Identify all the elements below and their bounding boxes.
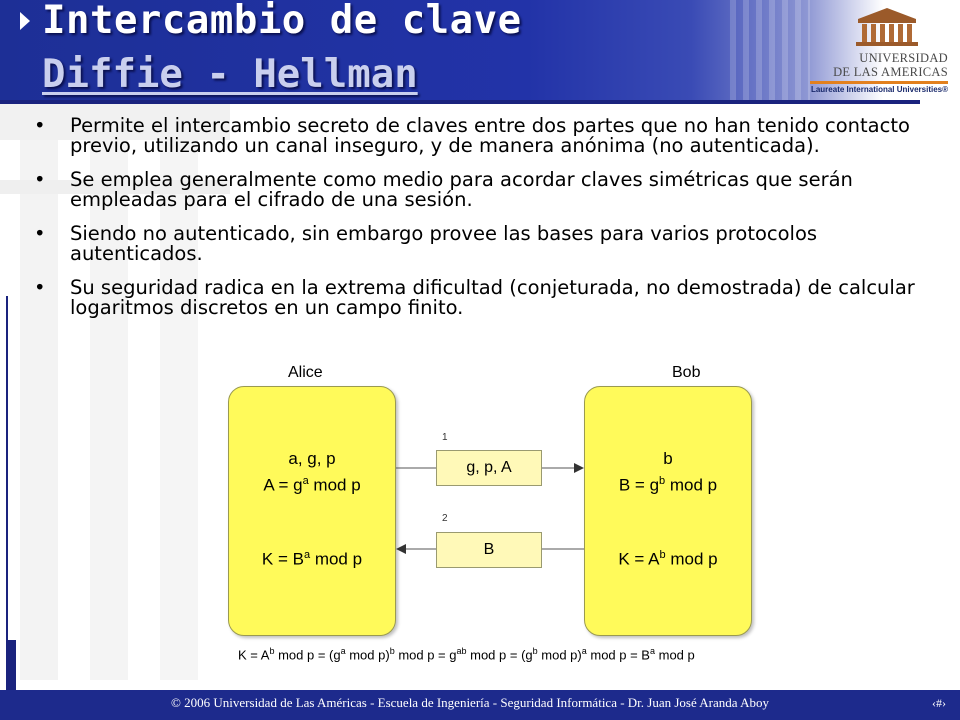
message-box-1: g, p, A (436, 450, 542, 486)
shared-key-formula: $K = A^b$ mod $p = (g^a$ mod p)$^b$ mod $p = g^{ab}$ mod $p = (g^b$ mod p)$^a$ mod $p = B^a$ mod p (238, 646, 695, 663)
bullet-list (30, 116, 930, 332)
bob-label: Bob (672, 364, 701, 381)
bullet-text: Siendo no autenticado, sin embargo provee las bases para varios protocolos autenticados. (70, 222, 818, 265)
diffie-hellman-diagram (210, 362, 770, 680)
bullet-text: Permite el intercambio secreto de claves entre dos partes que no han tenido contacto previo, utilizando un canal inseguro, y de manera anónima (no autenticada). (70, 114, 910, 157)
logo-name-line2: DE LAS AMERICAS (833, 65, 948, 79)
university-logo (810, 6, 950, 98)
logo-tagline: Laureate International Universities® (810, 85, 948, 94)
bob-params: b (663, 449, 673, 468)
bullet-icon: • (34, 114, 46, 137)
bullet-icon: • (34, 222, 46, 245)
left-accent-line (6, 296, 8, 646)
message-box-2: B (436, 532, 542, 568)
alice-params: a, g, p (288, 449, 336, 468)
bullet-item (30, 224, 930, 264)
building-columns-icon (852, 6, 922, 48)
header-underline (0, 100, 920, 104)
footer-text: © 2006 Universidad de Las Américas - Escuela de Ingeniería - Seguridad Informática - Dr. Juan José Aranda Aboy (171, 695, 769, 710)
logo-bar (810, 81, 948, 84)
alice-label: Alice (288, 364, 323, 381)
slide-subtitle-link[interactable]: Diffie - Hellman (42, 52, 418, 97)
bullet-text: Su seguridad radica en la extrema dificultad (conjeturada, no demostrada) de calcular logaritmos discretos en un campo finito. (70, 276, 915, 319)
logo-name-line1: UNIVERSIDAD (859, 51, 948, 65)
step-number: 2 (442, 513, 448, 524)
copyright-icon: © (171, 695, 181, 710)
slide-title: Intercambio de clave (42, 0, 522, 43)
footer-bar (0, 690, 960, 720)
title-arrow-icon (20, 12, 30, 30)
alice-public-key: $A = g^a$ mod p (263, 475, 361, 495)
message-arrows (210, 362, 770, 680)
bullet-text: Se emplea generalmente como medio para acordar claves simétricas que serán empleadas para el cifrado de una sesión. (70, 168, 853, 211)
bullet-icon: • (34, 276, 46, 299)
bullet-item (30, 278, 930, 318)
alice-shared-key: $K = B^a$ mod p (261, 549, 363, 569)
step-number: 1 (442, 432, 448, 443)
bob-public-key: $B = g^b$ mod p (618, 475, 718, 495)
bullet-item (30, 170, 930, 210)
bob-shared-key: $K = A^b$ mod p (618, 549, 718, 569)
bullet-item (30, 116, 930, 156)
header-stripes (730, 0, 810, 102)
bullet-icon: • (34, 168, 46, 191)
page-number: ‹#› (932, 696, 946, 710)
left-accent-block (6, 640, 16, 690)
